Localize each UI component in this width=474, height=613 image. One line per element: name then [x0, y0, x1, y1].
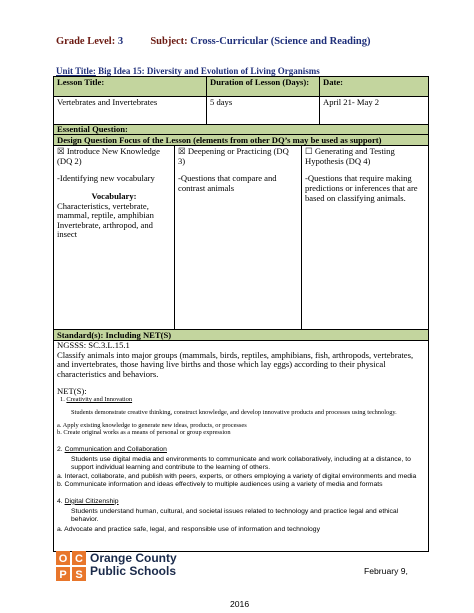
- vocabulary-heading: Vocabulary:: [91, 190, 137, 201]
- dq3-title: ☒ Deepening or Practicing (DQ 3): [178, 146, 289, 166]
- dq2-title: ☒ Introduce New Knowledge (DQ 2): [57, 146, 160, 166]
- subject-label: Subject:: [150, 36, 188, 47]
- footer-date-line2: 2016: [230, 599, 250, 609]
- dq4-body: -Questions that require making predictions or inferences that are based on classifying animals.: [305, 173, 418, 203]
- duration-value: 5 days: [207, 97, 320, 125]
- svg-text:C: C: [75, 553, 83, 565]
- dq3-body: -Questions that compare and contrast animals: [178, 173, 277, 193]
- standard-2-title-line: [57, 446, 425, 454]
- grade-subject-line: [56, 36, 370, 47]
- dq3-cell: [175, 146, 302, 330]
- standard-1-title: Creativity and Innovation: [66, 396, 133, 404]
- ngsss-code: NGSSS: SC.3.L.15.1: [57, 341, 130, 350]
- date-value: April 21- May 2: [320, 97, 429, 125]
- dq2-body: -Identifying new vocabulary: [57, 173, 155, 184]
- standard-2-item-b: b. Communicate information and ideas effectively to multiple audiences using a variety of media and formats: [57, 481, 383, 489]
- vocabulary-list: Characteristics, vertebrate, mammal, reptile, amphibian Invertebrate, arthropod, and insect: [57, 200, 154, 240]
- duration-header: Duration of Lesson (Days):: [207, 77, 320, 97]
- standard-1-item-a: a. Apply existing knowledge to generate new ideas, products, or processes: [57, 422, 247, 430]
- logo-line-2: Public Schools: [90, 564, 177, 578]
- lesson-title-value: Vertebrates and Invertebrates: [54, 97, 207, 125]
- grade-value: 3: [117, 36, 124, 47]
- standard-2-text: Students use digital media and environments to communicate and work collaboratively, including at a distance, to support individual learning and contribute to the learning of others.: [71, 456, 411, 471]
- svg-text:O: O: [58, 553, 68, 565]
- standards-header: Standard(s): Including NET(S): [54, 330, 429, 341]
- subject-value: Cross-Curricular (Science and Reading): [190, 36, 371, 47]
- ocps-logo: [56, 550, 196, 584]
- date-header: Date:: [320, 77, 429, 97]
- design-question-header: Design Question Focus of the Lesson (elements from other DQ’s may be used as support): [54, 135, 429, 146]
- dq2-cell: [54, 146, 175, 330]
- standard-1-item-b: b. Create original works as a means of personal or group expression: [57, 429, 231, 437]
- standard-1-text: Students demonstrate creative thinking, construct knowledge, and develop innovative products and processes using technology.: [71, 409, 397, 417]
- lesson-plan-table: [53, 76, 429, 552]
- dq4-cell: [302, 146, 429, 330]
- logo-line-1: Orange County: [90, 551, 177, 565]
- footer-date-line1: February 9,: [364, 566, 408, 576]
- essential-question-header: Essential Question:: [54, 125, 429, 135]
- unit-title-label: Unit Title:: [56, 66, 96, 76]
- ngsss-text: Classify animals into major groups (mammals, birds, reptiles, amphibians, fish, arthropods, vertebrates, and invertebrates, those having live births and those which lay eggs) according to their physical characteristics and behaviors.: [57, 349, 414, 379]
- svg-text:P: P: [59, 569, 67, 581]
- lesson-title-header: Lesson Title:: [54, 77, 207, 97]
- ocps-logo-text: [90, 552, 177, 578]
- standard-4-number: 4.: [57, 497, 63, 505]
- standard-1-number: 1.: [60, 396, 65, 404]
- unit-title-line: [56, 66, 320, 76]
- standard-1-title-line: [60, 396, 425, 403]
- standard-2-item-a: a. Interact, collaborate, and publish with peers, experts, or others employing a variety of digital environments and media: [57, 473, 417, 481]
- standard-4-item-a: a. Advocate and practice safe, legal, and responsible use of information and technology: [57, 525, 320, 533]
- standard-2-title: Communication and Collaboration: [64, 445, 167, 453]
- ocps-logo-mark: [56, 551, 86, 581]
- unit-title-value: Big Idea 15: Diversity and Evolution of Living Organisms: [98, 66, 320, 76]
- standard-4-text: Students understand human, cultural, and societal issues related to technology and practice legal and ethical behavior.: [71, 508, 399, 523]
- standard-4-title: Digital Citizenship: [64, 497, 119, 505]
- grade-label: Grade Level:: [56, 36, 116, 47]
- standards-body: [54, 341, 429, 552]
- dq4-title: ☐ Generating and Testing Hypothesis (DQ 4): [305, 146, 395, 166]
- standard-4-title-line: [57, 498, 425, 506]
- svg-text:S: S: [75, 569, 83, 581]
- nets-label: NET(S):: [57, 385, 87, 396]
- standard-2-number: 2.: [57, 445, 63, 453]
